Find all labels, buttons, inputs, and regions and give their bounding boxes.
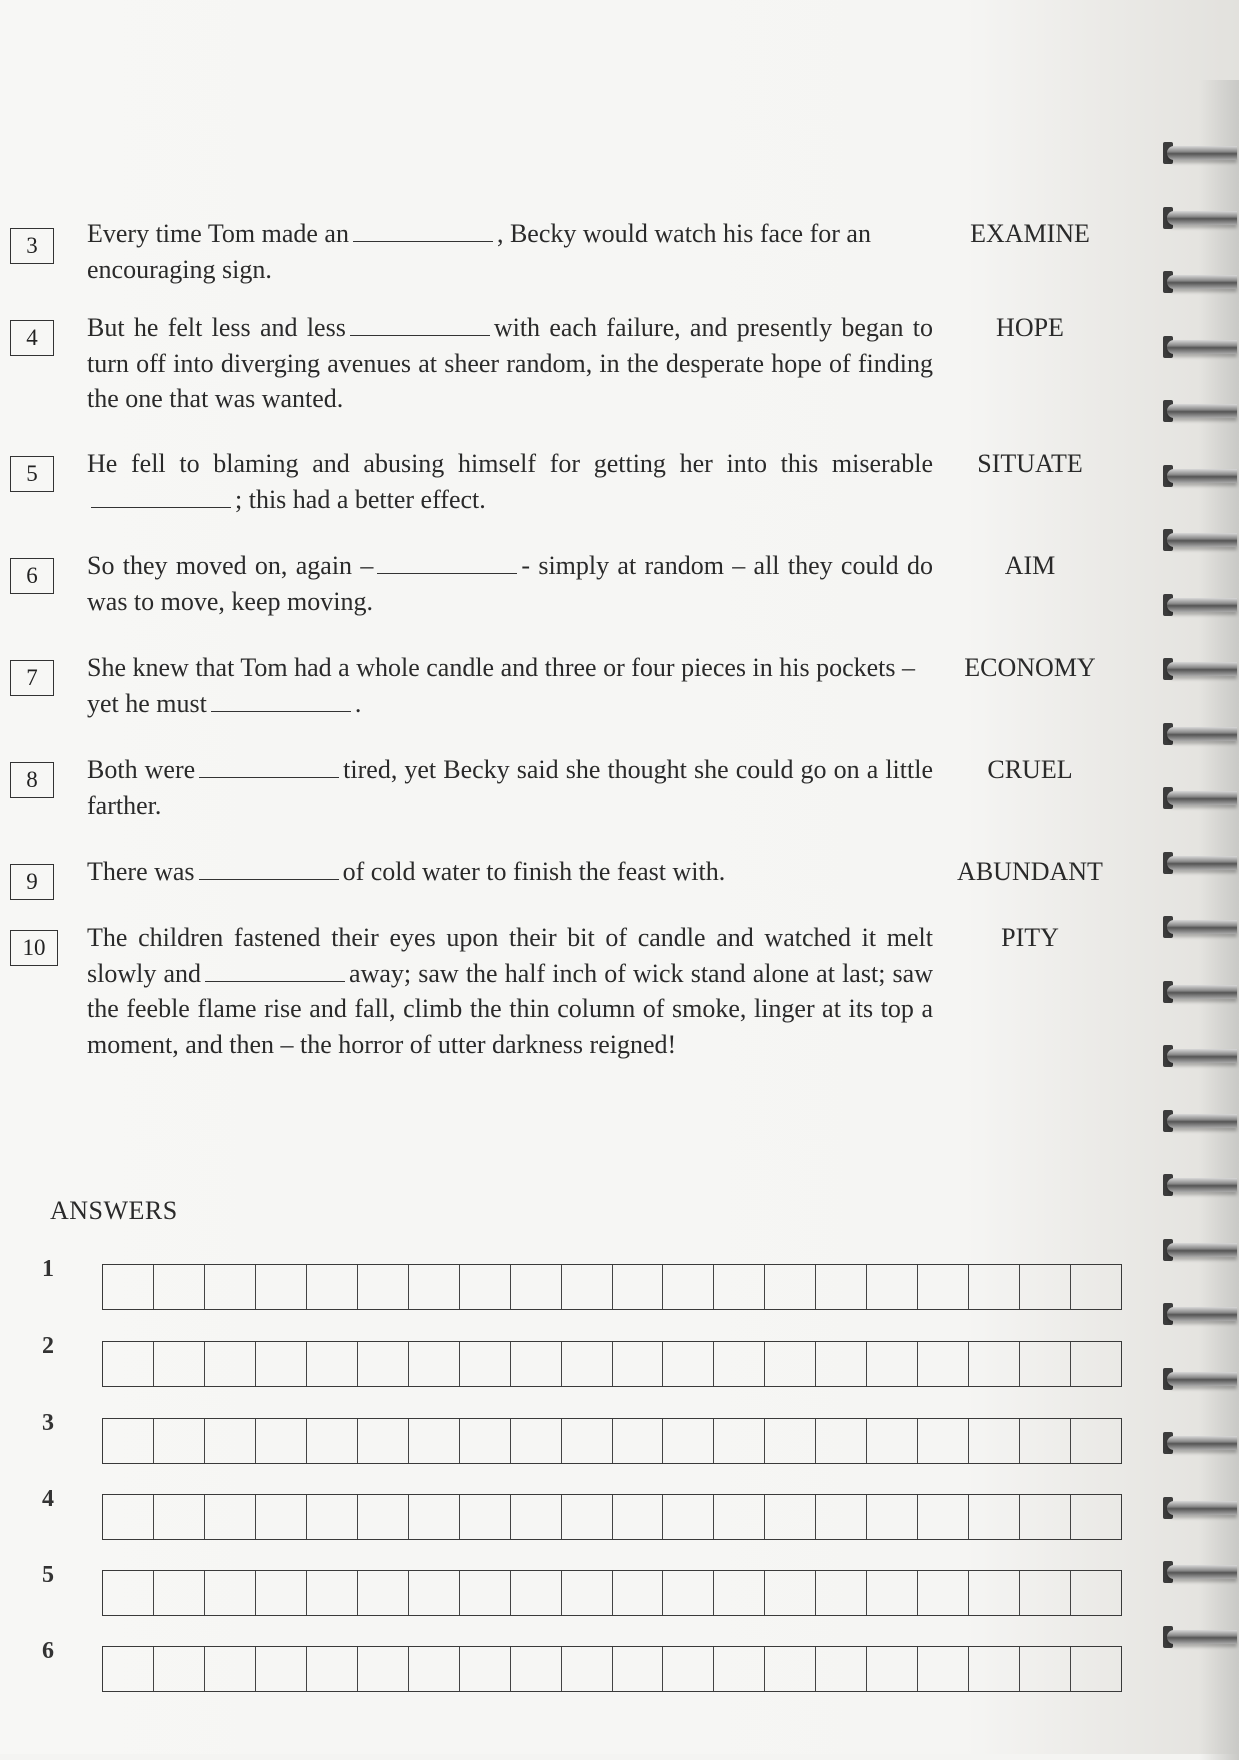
binding-ring: [1167, 1307, 1237, 1321]
answer-grid[interactable]: [102, 1570, 1122, 1616]
binding-ring: [1167, 1436, 1237, 1450]
spiral-coil: [1161, 269, 1239, 299]
spiral-binding: [1159, 140, 1239, 1720]
answer-row-number: 1: [42, 1256, 54, 1282]
spiral-coil: [1161, 785, 1239, 815]
item-sentence: [87, 752, 933, 823]
stem-word: ABUNDANT: [957, 857, 1103, 886]
sentence-after: .: [354, 688, 362, 718]
item-number: 5: [10, 456, 54, 492]
binding-ring: [1167, 533, 1237, 547]
binding-ring: [1167, 1178, 1237, 1192]
item-sentence: [87, 548, 933, 619]
answer-row: [0, 1638, 1130, 1686]
item-sentence: [87, 310, 933, 417]
answer-blank[interactable]: [205, 959, 345, 982]
spiral-coil: [1161, 398, 1239, 428]
item-number: 7: [10, 660, 54, 696]
stem-word: CRUEL: [987, 755, 1073, 784]
answer-blank[interactable]: [377, 551, 517, 574]
spiral-coil: [1161, 721, 1239, 751]
item-number: 4: [10, 320, 54, 356]
sentence-before: She knew that Tom had a whole candle and three or four pieces in his pockets – yet he must: [87, 653, 916, 718]
answer-blank[interactable]: [91, 485, 231, 508]
spiral-coil: [1161, 850, 1239, 880]
answers-heading: ANSWERS: [50, 1196, 178, 1225]
binding-ring: [1167, 598, 1237, 612]
stem-word: AIM: [1004, 551, 1056, 580]
spiral-coil: [1161, 140, 1239, 170]
binding-ring: [1167, 1372, 1237, 1386]
binding-ring: [1167, 791, 1237, 805]
stem-word: SITUATE: [977, 449, 1083, 478]
sentence-before: But he felt less and less: [87, 313, 346, 342]
spiral-coil: [1161, 527, 1239, 557]
spiral-coil: [1161, 1559, 1239, 1589]
binding-ring: [1167, 1501, 1237, 1515]
sentence-before: Every time Tom made an: [87, 219, 349, 248]
answer-row: [0, 1410, 1130, 1458]
item-sentence: [87, 650, 933, 721]
sentence-after: - simply at random – all they could do was to move, keep moving.: [87, 551, 933, 616]
binding-ring: [1167, 662, 1237, 676]
sentence-after: of cold water to finish the feast with.: [342, 857, 726, 886]
answer-row: [0, 1333, 1130, 1381]
item-number: 8: [10, 762, 54, 798]
stem-word: EXAMINE: [970, 219, 1090, 248]
binding-ring: [1167, 1243, 1237, 1257]
binding-ring: [1167, 727, 1237, 741]
spiral-coil: [1161, 205, 1239, 235]
spiral-coil: [1161, 334, 1239, 364]
sentence-after: with each failure, and presently began to turn off into diverging avenues at sheer random, in the desperate hope of finding the one that was wanted.: [87, 313, 933, 413]
answer-grid[interactable]: [102, 1264, 1122, 1310]
answer-row: [0, 1256, 1130, 1304]
answer-blank[interactable]: [199, 857, 339, 880]
answer-grid[interactable]: [102, 1646, 1122, 1692]
binding-ring: [1167, 1630, 1237, 1644]
binding-ring: [1167, 920, 1237, 934]
answer-blank[interactable]: [353, 219, 493, 242]
item-sentence: [87, 216, 933, 287]
answer-grid[interactable]: [102, 1494, 1122, 1540]
spiral-coil: [1161, 1301, 1239, 1331]
spiral-coil: [1161, 656, 1239, 686]
spiral-coil: [1161, 1366, 1239, 1396]
answer-blank[interactable]: [350, 313, 490, 336]
answer-row-number: 6: [42, 1638, 54, 1664]
answer-grid[interactable]: [102, 1341, 1122, 1387]
binding-ring: [1167, 211, 1237, 225]
sentence-before: So they moved on, again –: [87, 551, 374, 580]
spiral-coil: [1161, 1043, 1239, 1073]
item-number: 9: [10, 864, 54, 900]
binding-ring: [1167, 985, 1237, 999]
sentence-before: There was: [87, 857, 195, 886]
item-number: 6: [10, 558, 54, 594]
spiral-coil: [1161, 1237, 1239, 1267]
sentence-after: , Becky would watch his face for an encouraging sign.: [87, 219, 871, 284]
stem-word: HOPE: [996, 313, 1064, 342]
binding-ring: [1167, 1114, 1237, 1128]
answer-row-number: 2: [42, 1333, 54, 1359]
spiral-coil: [1161, 463, 1239, 493]
spiral-coil: [1161, 1172, 1239, 1202]
answer-blank[interactable]: [211, 689, 351, 712]
item-number: 10: [10, 930, 58, 966]
sentence-before: Both were: [87, 755, 196, 784]
spiral-coil: [1161, 1495, 1239, 1525]
sentence-after: tired, yet Becky said she thought she could go on a little farther.: [87, 755, 933, 820]
binding-ring: [1167, 275, 1237, 289]
answer-row: [0, 1486, 1130, 1534]
item-sentence: [87, 920, 933, 1062]
sentence-before: The children fastened their eyes upon their bit of candle and watched it melt slowly and: [87, 923, 933, 988]
binding-ring: [1167, 340, 1237, 354]
binding-ring: [1167, 1565, 1237, 1579]
binding-ring: [1167, 146, 1237, 160]
answer-row-number: 3: [42, 1410, 54, 1436]
answer-row-number: 5: [42, 1562, 54, 1588]
item-sentence: [87, 446, 933, 517]
answer-grid[interactable]: [102, 1418, 1122, 1464]
spiral-coil: [1161, 1624, 1239, 1654]
sentence-after: away; saw the half inch of wick stand alone at last; saw the feeble flame rise and fall, climb the thin column of smoke, linger at its top a moment, and then – the horror of utter darkness reigned!: [87, 958, 933, 1059]
spiral-coil: [1161, 1430, 1239, 1460]
binding-ring: [1167, 404, 1237, 418]
spiral-coil: [1161, 979, 1239, 1009]
binding-ring: [1167, 469, 1237, 483]
binding-ring: [1167, 1049, 1237, 1063]
item-number: 3: [10, 228, 54, 264]
stem-word: ECONOMY: [964, 653, 1096, 682]
answer-blank[interactable]: [199, 755, 339, 778]
answer-row-number: 4: [42, 1486, 54, 1512]
spiral-coil: [1161, 592, 1239, 622]
stem-word: PITY: [1001, 923, 1059, 952]
sentence-before: He fell to blaming and abusing himself for getting her into this miserable: [87, 449, 933, 478]
answer-row: [0, 1562, 1130, 1610]
spiral-coil: [1161, 914, 1239, 944]
item-sentence: [87, 854, 933, 890]
spiral-coil: [1161, 1108, 1239, 1138]
binding-ring: [1167, 856, 1237, 870]
sentence-after: ; this had a better effect.: [235, 484, 486, 514]
